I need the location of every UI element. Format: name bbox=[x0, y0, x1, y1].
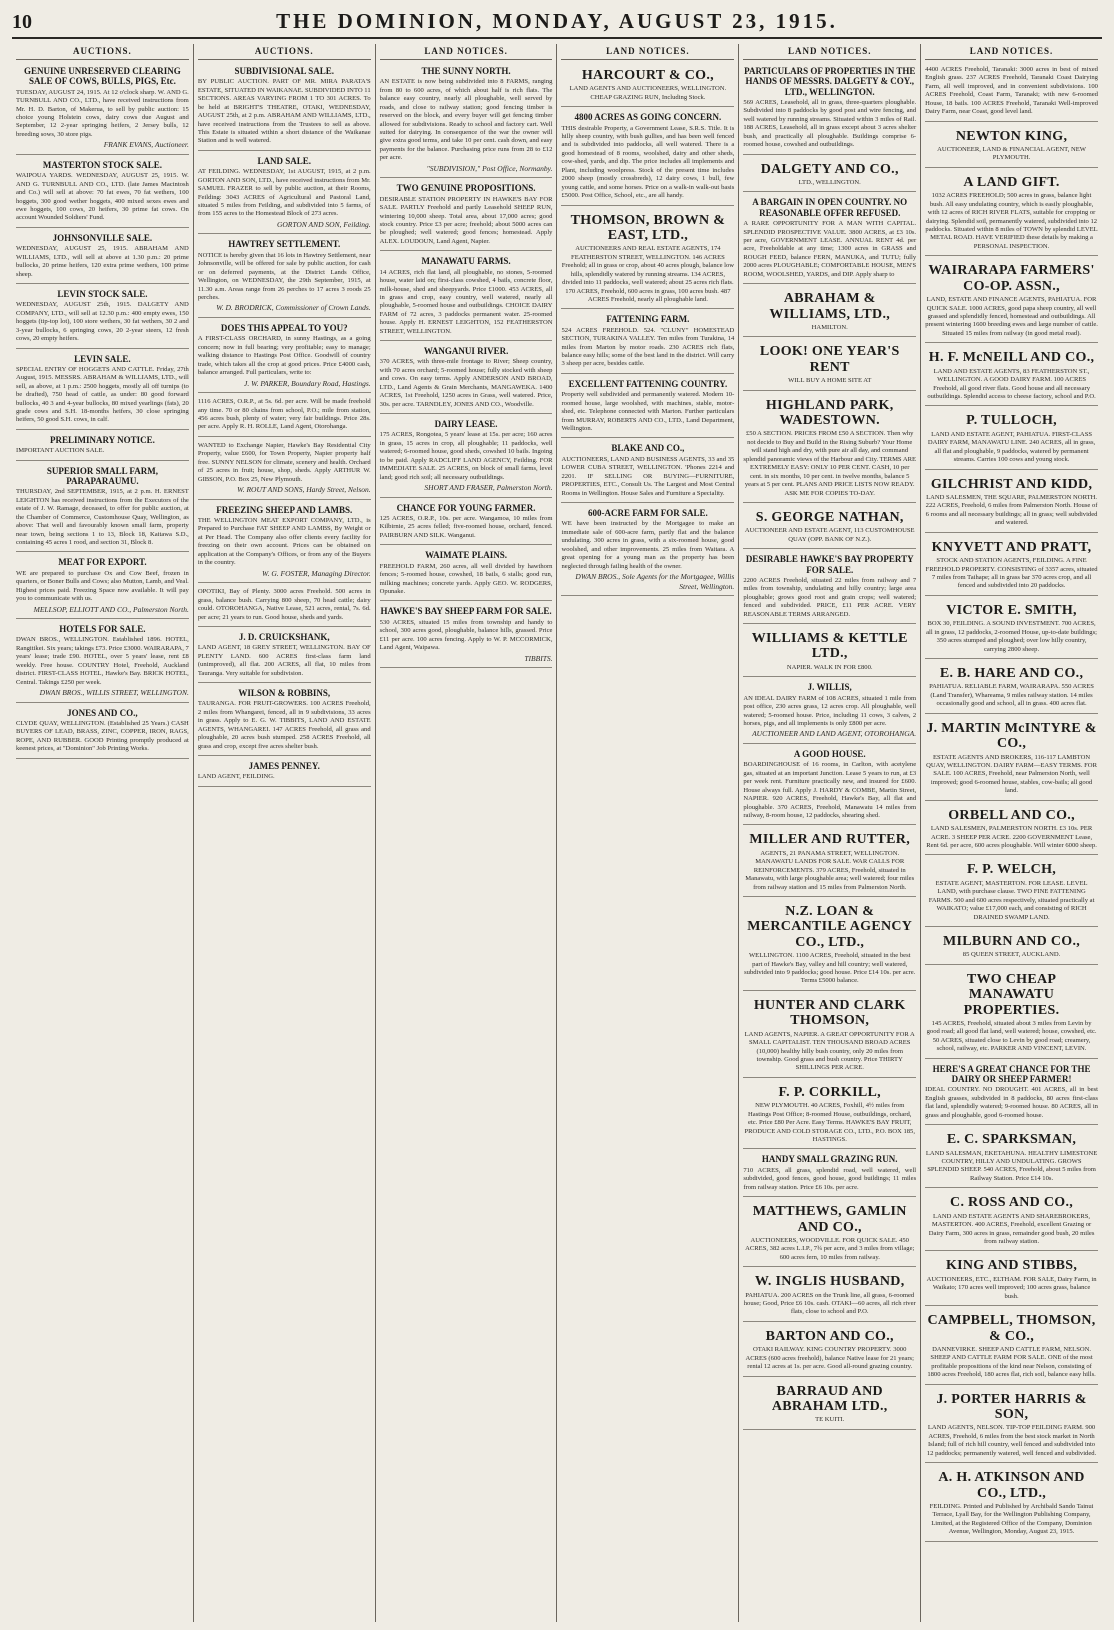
classified-ad bbox=[198, 585, 371, 627]
ad-agent-name: HARCOURT & CO., bbox=[581, 68, 714, 83]
column-heading: AUCTIONS. bbox=[198, 44, 371, 60]
ad-body: £50 A SECTION. PRICES FROM £50 A SECTION. Then why not decide to Buy and Build in the Rising Suburb? Your Home will stand high and dry, with pure air all day, and command splendid panoramic views of the Harbour and City. TERMS ARE EXTREMELY EASY: ONLY 10 PER CENT. CASH, 10 per cent. in six months, 10 per cent. in twelve months, balance 5 years at 5 per cent. PLANS AND PRICE LISTS NOW READY. ASK ME FOR COPIES TO-DAY. bbox=[743, 430, 917, 497]
ad-body: PAHIATUA. RELIABLE FARM, WAIRARAPA. 550 ACRES (Land Transfer), Whareama, 9 miles railway station. 14 miles occasionally good and school, all in grass. 400 acres flat. bbox=[929, 683, 1094, 708]
ad-body: AN ESTATE is now being subdivided into 8 FARMS, ranging from 80 to 600 acres, of which about half is rich flats. The balance easy country, nearly all ploughable, well served by roads, and close to railway station; good fencing timber is reserved on the block, and every buyer will get fencing timber allowed for subdivisions. Ready to school and factory cart. Well suited for dairying. In consequence of the war the owner will give extra good terms, and take 10 per cent. cash down, and easy payments for the balance. Purchasing price runs from 28 to £12 per acre. bbox=[379, 78, 553, 162]
ad-body: ESTATE AGENT, MASTERTON. FOR LEASE. LEVEL LAND, with purchase clause. TWO FINE FATTENING FARMS. 500 and 600 acres respectively, situated practically at WAIKATO; value £17,000 each, and consisting of RICH DRAINED SWAMP LAND. bbox=[928, 879, 1095, 921]
ad-heading: HAWKE'S BAY SHEEP FARM FOR SALE. bbox=[380, 606, 552, 617]
column-heading: LAND NOTICES. bbox=[561, 44, 734, 60]
classified-ad bbox=[198, 395, 371, 437]
ad-body: LAND AND ESTATE AGENTS AND SHAREBROKERS, MASTERTON. 400 ACRES, Freehold, excellent Grazing or Dairy Farm, 300 acres in grass, remainder good bush, 20 miles from railway station. bbox=[928, 1212, 1095, 1245]
ad-body: 530 ACRES, situated 15 miles from township and handy to school, 300 acres good, ploughable, balance hills, grassed. Price £11 per acre. 100 acres fencing. Apply to W. P. MCCORMICK, Land Agent, Waipawa. bbox=[379, 618, 553, 652]
classified-ad bbox=[16, 230, 189, 284]
ad-agent-name: MILLER AND RUTTER, bbox=[749, 832, 911, 848]
ad-heading: A GOOD HOUSE. bbox=[793, 749, 866, 759]
ad-signature: DWAN BROS., WILLIS STREET, WELLINGTON. bbox=[39, 688, 189, 698]
classified-ad bbox=[743, 1199, 916, 1267]
classified-ad bbox=[743, 1269, 916, 1322]
ad-body: ESTATE AGENTS AND BROKERS, 116-117 LAMBTON QUAY, WELLINGTON. DAIRY FARM—EASY TERMS. FOR SALE. 100 ACRES, Freehold, near Palmerston North, well improved; good 6-roomed house, stables, cow-bails; all good land. bbox=[926, 753, 1097, 795]
classified-ad bbox=[925, 803, 1098, 856]
ad-body: BOARDINGHOUSE of 16 rooms, in Carlton, with acetylene gas, situated at an important Junction. Lease 5 years to run, at £3 per week rent. Furniture practically new, and insured for £600. House always full. Apply J. HARDY & COMBE, Martin Street, NAPIER. 920 ACRES, Freehold, Hawke's Bay, all flat and ploughable. 370 ACRES, Freehold, Manawatu 14 miles from railway, 8-room house, 12 paddocks, shearing shed. bbox=[743, 761, 917, 819]
ad-agent-name: LOOK! ONE YEAR'S RENT bbox=[759, 344, 900, 375]
classified-ad bbox=[743, 1379, 916, 1430]
ad-agent-name: TWO CHEAP MANAWATU PROPERTIES. bbox=[963, 971, 1060, 1018]
ad-body: OPOTIKI, Bay of Plenty. 3000 acres Freehold. 500 acres in grass, balance bush. Carrying 800 sheep, 70 head cattle; dairy could. OTOROHANGA, Native Lease, 521 acres, rental, 7s. 6d. per acre; 21 years to run. Good house, sheds and yards. bbox=[197, 588, 371, 621]
ad-body: 175 ACRES, Rongotea, 5 years' lease at 15s. per acre; 160 acres in grass, 15 acres in crop, all ploughable; 11 paddocks, well watered; 6-roomed house, good sheds, cowshed 10 bails. Ingoing to be paid. Apply RADCLIFF LAND AGENCY, Feilding. FOR IMMEDIATE SALE. 25 ACRES, on block of small farms, level land; good rich soil; all necessary outbuildings. bbox=[379, 431, 553, 481]
ad-heading: HANDY SMALL GRAZING RUN. bbox=[761, 1154, 898, 1165]
ad-body: 2200 ACRES Freehold, situated 22 miles from railway and 7 miles from township, undulating and hilly country; large area ploughable; grows good root and grain crops; well watered; fenced and subdivided. PRICE, £11 PER ACRE. VERY REASONABLE TERMS ARRANGED. bbox=[743, 576, 917, 618]
classified-ad bbox=[380, 63, 553, 178]
classified-ad bbox=[925, 598, 1098, 659]
ad-body: LAND SALESMAN, EKETAHUNA. HEALTHY LIMESTONE COUNTRY, HILLY AND UNDULATING. GROWS SPLENDID SHEEP. 540 ACRES, Freehold, about 5 miles from Railway Station. Price £14 10s. bbox=[925, 1149, 1098, 1182]
ad-agent-name: J. PORTER HARRIS & SON, bbox=[936, 1391, 1087, 1423]
ad-signature: W. ROUT AND SONS, Hardy Street, Nelson. bbox=[237, 485, 371, 495]
ad-agent-name: BARRAUD AND ABRAHAM LTD., bbox=[771, 1383, 888, 1414]
ad-body: AGENTS, 21 PANAMA STREET, WELLINGTON. MANAWATU LANDS FOR SALE. WAR CALLS FOR REINFORCEMENTS. 379 ACRES, Freehold, situated in Manawatu, with large ploughable area; well watered; four miles from railway station and 15 miles from Palmerston North. bbox=[745, 849, 915, 891]
classified-ad bbox=[925, 124, 1098, 168]
classified-ad bbox=[925, 1465, 1098, 1542]
ad-agent-name: H. F. McNEILL AND CO., bbox=[928, 350, 1095, 366]
ad-body: LAND AGENTS, NELSON. TIP-TOP FEILDING FARM. 900 ACRES, Freehold, 6 miles from the best stock market in North Island; full of rich hill country, well fenced and subdivided into 12 paddocks; permanently watered, well fenced and subdivided. bbox=[926, 1424, 1097, 1457]
newspaper-column bbox=[376, 44, 558, 1622]
ad-heading: DOES THIS APPEAL TO YOU? bbox=[220, 322, 348, 333]
ad-agent-name: GILCHRIST AND KIDD, bbox=[930, 476, 1093, 492]
column-heading: LAND NOTICES. bbox=[743, 44, 916, 60]
ad-heading: SUBDIVISIONAL SALE. bbox=[234, 66, 335, 76]
ad-heading: J. D. CRUICKSHANK, bbox=[238, 631, 330, 642]
ad-body: DESIRABLE STATION PROPERTY IN HAWKE'S BAY FOR SALE. PARTLY Freehold and partly Leasehold SHEEP RUN, wintering 10,000 sheep. Total area, about 17,000 acres; good stock country. Price £3 per acre; freehold; about 5000 acres can be ploughed; well watered; good fences; homestead. Apply ALEX. LOUDOUN, Land Agent, Napier. bbox=[379, 195, 553, 245]
classified-ad bbox=[743, 1151, 916, 1197]
classified-ad bbox=[198, 502, 371, 584]
ad-agent-name: ABRAHAM & WILLIAMS, LTD., bbox=[769, 291, 891, 322]
ad-body: 569 ACRES, Leasehold, all in grass, three-quarters ploughable. Subdivided into 8 paddocks by good post and wire fencing, and well watered by running streams. Situated within 3 miles of Rail. 188 ACRES, Leasehold, all in grass except about 3 acres shelter bush, and practically all ploughable. Buildings comprise 6-roomed house, cowshed and outbuildings. bbox=[743, 99, 917, 149]
ad-heading: CHANCE FOR YOUNG FARMER. bbox=[396, 502, 536, 513]
columns-container bbox=[12, 44, 1102, 1622]
ad-heading: LEVIN SALE. bbox=[74, 353, 131, 364]
classified-ad bbox=[743, 746, 916, 825]
ad-signature: W. D. BRODRICK, Commissioner of Crown Lands. bbox=[216, 303, 371, 313]
ad-body: LAND SALESMEN, PALMERSTON NORTH. £3 10s. PER ACRE. 3 SHEEP PER ACRE. 2200 GOVERNMENT Lease, Rent 6d. per acre, 600 acres ploughable. Will winter 6000 sheep. bbox=[926, 825, 1097, 849]
ad-body: AN IDEAL DAIRY FARM of 108 ACRES, situated 1 mile from post office, 230 acres grass, 12 acres crop. All ploughable, well watered; 5-roomed house. Price, including 11 cows, 3 calves, 2 horses, pigs, and all implements is only £800 per acre. bbox=[743, 694, 917, 727]
ad-body: TE KUITI. bbox=[815, 1416, 845, 1424]
ad-heading: FATTENING FARM. bbox=[606, 314, 690, 325]
ad-heading: J. WILLIS, bbox=[807, 682, 852, 693]
column-heading: LAND NOTICES. bbox=[925, 44, 1098, 60]
ad-heading: THE SUNNY NORTH. bbox=[421, 66, 511, 76]
ad-agent-name: A. H. ATKINSON AND CO., LTD., bbox=[938, 1470, 1085, 1501]
column-heading: AUCTIONS. bbox=[16, 44, 189, 60]
ad-signature: J. W. PARKER, Boundary Road, Hastings. bbox=[243, 378, 371, 388]
ad-body: 1116 ACRES, O.R.P., at 5s. 6d. per acre. Will be made freehold any time. 70 or 80 chains from school, P.O.; mile from station, 456 acres bush, plenty of water; very fair buildings. Price 28s. per acre. Apply R. H. ROLLE, Land Agent, Otorohanga. bbox=[197, 398, 371, 431]
classified-ad bbox=[925, 1061, 1098, 1125]
classified-ad bbox=[16, 463, 189, 553]
ad-body: WE have been instructed by the Mortgagee to make an immediate sale of 600-acre farm, partly flat and the balance undulating. 300 acres in grass, with a six-roomed house, good woolshed, and other improvements. 25 miles from Waitara. A great opening for a young man as the property has been neglected through failing health of the owner. bbox=[561, 520, 735, 570]
classified-ad bbox=[925, 258, 1098, 343]
classified-ad bbox=[198, 629, 371, 683]
classified-ad bbox=[16, 63, 189, 155]
classified-ad bbox=[16, 554, 189, 619]
ad-body: 4400 ACRES Freehold, Taranaki: 3000 acres in best of mixed English grass. 237 ACRES Freehold, Taranaki Coast Dairying Farm, all well improved, and in convenient subdivisions. 100 ACRES Freehold, Coast Farm, Taranaki; with new 6-roomed House, 18 bails. 100 ACRES Freehold, Taranaki Well-improved Dairy Farm, near Coast, good level land. bbox=[925, 66, 1098, 116]
ad-body: FREEHOLD FARM, 260 acres, all well divided by hawthorn fences; 5-roomed house, cowshed, 18 bails, 6 stalls; good run, milking machines; concrete yards. Apply GEO. W. RODGERS, Opunake. bbox=[379, 562, 553, 595]
classified-ad bbox=[380, 343, 553, 414]
classified-ad bbox=[16, 621, 189, 703]
ad-agent-name: KNYVETT AND PRATT, bbox=[931, 539, 1092, 555]
classified-ad bbox=[16, 286, 189, 349]
classified-ad bbox=[925, 661, 1098, 714]
ad-heading: HERE'S A GREAT CHANCE FOR THE DAIRY OR SHEEP FARMER! bbox=[932, 1063, 1091, 1085]
ad-agent-name: WAIRARAPA FARMERS' CO-OP. ASSN., bbox=[928, 263, 1095, 294]
ad-body: NEW PLYMOUTH. 40 ACRES, Foxhill, 4½ miles from Hastings Post Office; 8-roomed House, outbuildings, orchard, etc. Price £80 Per Acre. Easy Terms. HAWKE'S BAY FRUIT, PRODUCE AND COLD STORAGE CO., LTD., P.O. BOX 185, HASTINGS. bbox=[744, 1102, 915, 1144]
classified-ad bbox=[925, 716, 1098, 801]
ad-body: CLYDE QUAY, WELLINGTON. (Established 25 Years.) CASH BUYERS OF LEAD, BRASS, ZINC, COPPER, IRON, RAGS, ROPE, AND RUBBER. GOOD Printing promptly produced at keenest prices, at "Dominion" Job Printing Works. bbox=[16, 720, 189, 753]
classified-ad bbox=[925, 535, 1098, 596]
ad-body: LAND AND ESTATE AGENTS, 83 FEATHERSTON ST., WELLINGTON. A GOOD DAIRY FARM. 100 ACRES Freehold, all good river flats. Good house and all necessary outbuildings. Splendid access to cheese factory, school and P.O. bbox=[927, 367, 1096, 401]
ad-signature: MELLSOP, ELLIOTT AND CO., Palmerston North. bbox=[33, 604, 189, 614]
classified-ad bbox=[743, 339, 916, 390]
ad-heading: PARTICULARS OF PROPERTIES IN THE HANDS OF MESSRS. DALGETY & COY., LTD., WELLINGTON. bbox=[744, 66, 916, 97]
classified-ad bbox=[743, 157, 916, 193]
ad-agent-name: ORBELL AND CO., bbox=[948, 807, 1075, 823]
ad-body: LAND AND ESTATE AGENT, PAHIATUA. FIRST-CLASS DAIRY FARM, MANAWATU LINE. 240 ACRES, all in grass, all flat and ploughable, 9 paddocks, watered by permanent streams. Carries 100 cows and young stock. bbox=[927, 430, 1096, 464]
ad-body: LAND AGENTS, NAPIER. A GREAT OPPORTUNITY FOR A SMALL CAPITALIST. TEN THOUSAND BROAD ACRES (10,000) healthy hilly bush country, only 20 miles from township. Good grass and bush country. Price THIRTY SHILLINGS PER ACRE. bbox=[744, 1030, 915, 1072]
classified-ad bbox=[16, 157, 189, 228]
classified-ad bbox=[925, 170, 1098, 256]
ad-heading: JOHNSONVILLE SALE. bbox=[52, 232, 153, 243]
ad-body: THE WELLINGTON MEAT EXPORT COMPANY, LTD., is Prepared to Purchase FAT SHEEP AND LAMBS, By Weight or at Per Head. The Company also offer clients every facility for freezing on their own account. Prices can be obtained on application at the Company's Offices, or from any of the Buyers in the country. bbox=[197, 516, 371, 567]
ad-body: 710 ACRES, all grass, splendid road, well watered, well subdivided, good fences, good house, good buildings; 11 miles from railway station. Price £6 10s. per acre. bbox=[743, 1166, 917, 1191]
ad-body: 125 ACRES, O.R.P., 10s. per acre. Wangamoa, 10 miles from Kilbirnie, 25 acres felled; five-roomed house, orchard, fenced. PAIRBURN AND SILK. Wanganui. bbox=[379, 515, 553, 539]
classified-ad bbox=[561, 376, 734, 439]
ad-agent-name: N.Z. LOAN & MERCANTILE AGENCY CO., LTD., bbox=[747, 903, 913, 950]
classified-ad bbox=[198, 236, 371, 318]
ad-body: AUCTIONEERS, ETC., ELTHAM. FOR SALE, Dairy Farm, in Waikato; 170 acres well improved; 100 acres grass, balance bush. bbox=[926, 1275, 1097, 1300]
ad-agent-name: CAMPBELL, THOMSON, & CO., bbox=[927, 1313, 1096, 1344]
ad-heading: MANAWATU FARMS. bbox=[421, 256, 511, 267]
ad-body: LAND AGENTS AND AUCTIONEERS, WELLINGTON. CHEAP GRAZING RUN, Including Stock. bbox=[569, 85, 727, 101]
ad-signature: AUCTIONEER AND LAND AGENT, OTOROHANGA. bbox=[752, 729, 917, 739]
ad-heading: 4800 ACRES AS GOING CONCERN. bbox=[574, 112, 722, 123]
ad-agent-name: MATTHEWS, GAMLIN AND CO., bbox=[752, 1204, 907, 1235]
ad-body: LAND, ESTATE AND FINANCE AGENTS, PAHIATUA. FOR QUICK SALE. 1000 ACRES, good papa sheep country, all well grassed and splendidly fenced, homestead and outbuildings. All present wintering 1600 breeding ewes and large number of cattle. Situated 15 miles from railway (in good metal road). bbox=[925, 296, 1098, 337]
ad-heading: HOTELS FOR SALE. bbox=[59, 624, 146, 635]
classified-ad bbox=[198, 153, 371, 235]
page-number: 10 bbox=[12, 11, 32, 33]
classified-ad bbox=[198, 758, 371, 787]
classified-ad bbox=[925, 1190, 1098, 1251]
classified-ad bbox=[925, 345, 1098, 406]
ad-agent-name: KING AND STIBBS, bbox=[945, 1258, 1078, 1274]
ad-body: FEILDING. Printed and Published by Archibald Sando Tainui Terrace, Lyall Bay, for the Wellington Publishing Company, Limited, at the Registered Office of the Company, Dominion Avenue, Wellington, Monday, August 23, 1915. bbox=[929, 1502, 1094, 1536]
ad-body: 85 QUEEN STREET, AUCKLAND. bbox=[962, 951, 1061, 959]
classified-ad bbox=[743, 194, 916, 284]
classified-ad bbox=[925, 1253, 1098, 1306]
classified-ad bbox=[743, 286, 916, 337]
ad-body: 14 ACRES, rich flat land, all ploughable, no stones, 5-roomed house, water laid on; first-class cowshed, 4 bails, concrete floor, milk-house, shed and sheepyards. Price £1000. 453 ACRES, all in grass and crop, easy country, well watered, nearly all ploughable, 5-roomed house and outbuildings. CHOICE DAIRY FARM of 72 acres, 3 paddocks permanent water. 25-roomed house. Apply H. ERNEST LEIGHTON, 152 FEATHERSTON STREET, WELLINGTON. bbox=[379, 268, 553, 335]
ad-heading: JAMES PENNEY. bbox=[248, 761, 320, 771]
ad-body: 145 ACRES, Freehold, situated about 3 miles from Levin by good road; all good flat land, well watered; house, cowshed, etc. 50 ACRES, situated close to Levin by good road; creamery, school, railway, etc. PARKER AND VINCENT, LEVIN. bbox=[926, 1019, 1097, 1053]
ad-heading: DAIRY LEASE. bbox=[434, 419, 498, 430]
ad-agent-name: HIGHLAND PARK, WADESTOWN. bbox=[765, 397, 894, 429]
ad-body: SPECIAL ENTRY OF HOGGETS AND CATTLE. Friday, 27th August, 1915. MESSRS. ABRAHAM & WILLIAMS, LTD., will sell, as above, at 1 p.m.: 2500 hoggets, mostly all off turnips (to be drafted), 750 head of cattle, as under: 80 good forward bullocks, 40 3 and 4-year bullocks, 80 mixed yearlings (fats), 20 grade cows and S.H. 18-months heifers, 30 close springing heifers, 50 good S.H. cows, in calf. bbox=[16, 365, 189, 424]
classified-ad bbox=[380, 500, 553, 546]
ad-agent-name: F. P. WELCH, bbox=[967, 862, 1057, 878]
ad-agent-name: HUNTER AND CLARK THOMSON, bbox=[753, 997, 906, 1029]
newspaper-column bbox=[12, 44, 194, 1622]
ad-agent-name: DALGETY AND CO., bbox=[760, 161, 899, 177]
ad-agent-name: S. GEORGE NATHAN, bbox=[755, 509, 904, 525]
classified-ad bbox=[743, 63, 916, 155]
ad-heading: WILSON & ROBBINS, bbox=[238, 688, 331, 699]
ad-heading: WAIMATE PLAINS. bbox=[425, 550, 507, 561]
classified-ad bbox=[925, 1387, 1098, 1464]
classified-ad bbox=[743, 993, 916, 1078]
ad-signature: SHORT AND FRASER, Palmerston North. bbox=[424, 483, 553, 493]
ad-agent-name: BARTON AND CO., bbox=[765, 1328, 894, 1344]
ad-heading: BLAKE AND CO., bbox=[611, 443, 685, 454]
ad-heading: 600-ACRE FARM FOR SALE. bbox=[587, 507, 708, 518]
classified-ad bbox=[925, 63, 1098, 122]
ad-body: AUCTIONEERS AND REAL ESTATE AGENTS, 174 FEATHERSTON STREET, WELLINGTON. 146 ACRES Freehold; all in grass or crop, about 40 acres plough, balance low hills, splendidly watered by running streams. 134 ACRES, divided into 11 paddocks, well watered; about 25 acres rich flats. 170 ACRES, Freehold, 600 acres in grass, 100 acres bush. 487 ACRES Freehold, nearly all ploughable land. bbox=[561, 245, 735, 303]
ad-heading: MEAT FOR EXPORT. bbox=[58, 557, 147, 568]
ad-agent-name: THOMSON, BROWN & EAST, LTD., bbox=[570, 212, 726, 243]
masthead bbox=[12, 8, 1102, 39]
ad-signature: "SUBDIVISION," Post Office, Normanby. bbox=[426, 163, 553, 173]
classified-ad bbox=[925, 408, 1098, 469]
ad-body: AUCTIONEER AND ESTATE AGENT, 113 CUSTOMHOUSE QUAY (OPP. BANK OF N.Z.). bbox=[744, 527, 915, 543]
ad-signature: GORTON AND SON, Feilding. bbox=[276, 219, 371, 229]
classified-ad bbox=[380, 603, 553, 668]
classified-ad bbox=[743, 827, 916, 897]
ad-body: THIS desirable Property, a Government Lease, S.R.S. Title. It is hilly sheep country, with bush gullies, and has been well fenced and is subdivided into paddocks, all well watered. There is a good homestead of 8 rooms, woolshed, dairy and other sheds, cow-shed, yards, and dip. The price includes all implements and Plant, including woolpress. Stock of the present time includes 2000 sheep (mostly crossbreds), 12 dairy cows, 1 bull, few young cattle, and some horses. Price on a walk-in walk-out basis £5000. Post Office, School, etc., are all handy. bbox=[561, 124, 735, 200]
column-heading: LAND NOTICES. bbox=[380, 44, 553, 60]
classified-ad bbox=[925, 1308, 1098, 1385]
classified-ad bbox=[16, 351, 189, 430]
ad-agent-name: P. TULLOCH, bbox=[966, 413, 1057, 429]
ad-heading: WANGANUI RIVER. bbox=[423, 346, 509, 357]
classified-ad bbox=[561, 208, 734, 310]
classified-ad bbox=[743, 899, 916, 991]
classified-ad bbox=[198, 439, 371, 500]
ad-heading: MASTERTON STOCK SALE. bbox=[42, 159, 162, 170]
ad-agent-name: E. B. HARE AND CO., bbox=[939, 666, 1084, 682]
ad-body: STOCK AND STATION AGENTS, FEILDING. A FINE FREEHOLD PROPERTY. CONSISTING of 3357 acres, situated 7 miles from Taihape; all in grass bar 370 acres crop, and all fenced and subdivided into 20 paddocks. bbox=[925, 557, 1098, 590]
classified-ad bbox=[16, 432, 189, 461]
ad-body: 524 ACRES FREEHOLD. 524. "CLUNY" HOMESTEAD SECTION, TURAKINA VALLEY. Ten miles from Turakina, 14 miles from Marton by motor roads. 230 ACRES rich flats, balance easy hills; some of the best land in the district. Will carry 3 sheep per acre, besides cattle. bbox=[561, 326, 735, 368]
ad-signature: TIBBITS. bbox=[524, 653, 553, 663]
ad-body: LAND AGENT, FEILDING. bbox=[197, 773, 275, 781]
classified-ad bbox=[561, 311, 734, 374]
newspaper-column bbox=[739, 44, 921, 1622]
ad-body: WILL BUY A HOME SITE AT bbox=[788, 377, 872, 385]
ad-heading: PRELIMINARY NOTICE. bbox=[49, 434, 155, 445]
ad-heading: LEVIN STOCK SALE. bbox=[57, 288, 148, 299]
ad-body: AT FEILDING. WEDNESDAY, 1st AUGUST, 1915, at 2 p.m. GORTON AND SON, LTD., have received instructions from Mr. SAMUEL FRAZER to sell by public auction, at their Rooms, Feilding: 3043 ACRES of Agricultural and Pastoral Land, situated 5 miles from Feilding, and subdivided into 5 farms, of from 155 acres to the Homestead Block of 273 acres. bbox=[197, 168, 371, 218]
ad-body: NAPIER. WALK IN FOR £800. bbox=[786, 663, 873, 671]
ad-body: DANNEVIRKE. SHEEP AND CATTLE FARM, NELSON. SHEEP AND CATTLE FARM FOR SALE. ONE of the most profitable propositions of the kind near Nelson, consisting of 1800 acres Freehold, 180 acres flat, rich soil, balance easy hills. bbox=[927, 1345, 1096, 1379]
newspaper-column bbox=[194, 44, 376, 1622]
ad-body: BY PUBLIC AUCTION. PART OF MR. MIRA PARATA'S ESTATE, SITUATED IN WAIKANAE. SUBDIVIDED INTO 11 SECTIONS. AREAS VARYING FROM 1 TO 301 ACRES. To be held at BRIGHT'S THEATRE, OTAKI, WEDNESDAY, AUGUST 25th, at 2 p.m. ABRAHAM AND WILLIAMS, LTD., have received instructions from the Trustees to sell as above. This Estate is situated within a short distance of the Waikanae Station and is well watered. bbox=[197, 78, 371, 145]
ad-agent-name: F. P. CORKILL, bbox=[778, 1084, 881, 1100]
classified-ad bbox=[198, 320, 371, 393]
ad-signature: FRANK EVANS, Auctioneer. bbox=[103, 140, 189, 150]
classified-ad bbox=[925, 967, 1098, 1059]
classified-ad bbox=[380, 547, 553, 601]
classified-ad bbox=[380, 416, 553, 498]
ad-body: HAMILTON. bbox=[811, 324, 848, 332]
ad-body: A FIRST-CLASS ORCHARD, in sunny Hastings, as a going concern; now in full bearing; very profitable; easy to manage; walking distance to Hastings Post Office. Goodwill of country trade, which takes all the crop at good prices. Price £4000 cash, balance arranged. Full particulars, write to: bbox=[197, 335, 371, 377]
ad-body: THURSDAY, 2nd SEPTEMBER, 1915, at 2 p.m. H. ERNEST LEIGHTON has received instructions from the Executors of the estate of J. W. Ramage, deceased, to offer for public auction, at the Chamber of Commerce, Customhouse Quay, Wellington, as above: That well and favourably known small farm, property near town, being sections 1 to 13, Block 18, Kaitawa S.D., containing 45 acres 1 rood, and section 31, Block 8. bbox=[16, 488, 189, 546]
ad-agent-name: WILLIAMS & KETTLE LTD., bbox=[751, 631, 908, 662]
classified-ad bbox=[925, 929, 1098, 965]
ad-body: AUCTIONEERS, LAND AND BUSINESS AGENTS, 33 and 35 LOWER CUBA STREET, WELLINGTON. 'Phones 2214 and 2201. IF SELLING OR BUYING—FURNITURE, PROPERTIES, ETC., Consult Us. The Largest and Most Central Rooms in Wellington. House Sales and Furniture a Speciality. bbox=[561, 455, 735, 497]
ad-body: IDEAL COUNTRY. NO DROUGHT. 401 ACRES, all in best English grasses, subdivided in 8 paddocks, 80 acres first-class flat land, splendidly watered; 9-roomed house. 80 ACRES, all in grass and ploughable, good 6-roomed house. bbox=[925, 1086, 1098, 1119]
ad-signature: W. G. FOSTER, Managing Director. bbox=[262, 568, 371, 578]
ad-heading: TWO GENUINE PROPOSITIONS. bbox=[396, 183, 536, 194]
classified-ad bbox=[743, 679, 916, 744]
ad-body: 1032 ACRES FREEHOLD; 500 acres in grass, balance light bush. All easy undulating country, which is easily ploughable, with 12 acres of RICH RIVER FLATS, suitable for cropping or dairying. Splendid soil, permanently watered, subdivided into 12 paddocks. Situated within 8 miles of TOWN by splendid LEVEL METAL ROAD. HAVE VERIFIED these details by making a PERSONAL INSPECTION. bbox=[925, 192, 1098, 250]
ad-agent-name: NEWTON KING, bbox=[955, 128, 1068, 144]
ad-body: WEDNESDAY, AUGUST 25, 1915. ABRAHAM AND WILLIAMS, LTD., will sell at above at 1.30 p.m.: 20 prime bullocks, 20 prime heifers, 120 extra prime wethers, 100 prime sheep. bbox=[16, 245, 189, 278]
ad-heading: GENUINE UNRESERVED CLEARING SALE OF COWS, BULLS, PIGS, Etc. bbox=[24, 66, 181, 87]
ad-body: TUESDAY, AUGUST 24, 1915. At 12 o'clock sharp. W. AND G. TURNBULL AND CO., LTD., have received instructions from Mr. H. D. Barton, of Makerua, to sell by public auction: 15 choice young Holstein cows, dairy cows due August and September, 12 2-year springing heifers, 2 Jersey bulls, 12 breeding sows, 30 store pigs. bbox=[16, 88, 189, 138]
classified-ad bbox=[380, 180, 553, 251]
ad-body: Property well subdivided and permanently watered. Modern 10-roomed house, large woolshed, with machines, stable, motor-shed, etc. Telephone connected with Marton. Further particulars from MURRAY, ROBERTS AND CO., LTD., Land Department, Wellington. bbox=[561, 391, 735, 433]
classified-ad bbox=[561, 440, 734, 503]
ad-agent-name: C. ROSS AND CO., bbox=[950, 1195, 1074, 1211]
classified-ad bbox=[561, 505, 734, 596]
ad-body: WELLINGTON. 1100 ACRES, Freehold, situated in the best part of Hawke's Bay, valley and hill country; well watered, subdivided into 9 paddocks; good house. Price £14 10s. per acre. Terms £5000 balance. bbox=[744, 952, 916, 985]
classified-ad bbox=[380, 253, 553, 341]
ad-body: AUCTIONEER, LAND & FINANCIAL AGENT, NEW PLYMOUTH. bbox=[937, 146, 1086, 162]
ad-body: WANTED to Exchange Napier, Hawke's Bay Residential City Property, value £600, for Town Property, Napier property half free. SUNNY NELSON for climate, scenery and health. Orchard of 25 acres in fruit; house, shop, sheds. Apply ARTHUR W. GIBSON, P.O. Box 25, New Plymouth. bbox=[197, 441, 371, 483]
ad-heading: LAND SALE. bbox=[257, 155, 311, 166]
classified-ad bbox=[198, 63, 371, 151]
ad-body: 370 ACRES, with three-mile frontage to River; Sheep country, with 70 acres orchard; 5-roomed house; fully stocked with sheep and cows. On easy terms. Apply ANDERSON AND BROAD, LTD., Land Agents & Grain Merchants, MANGAWEKA. 1400 ACRES, 1st Freehold, 1250 acres in Grass, well watered. Price, 30s. per acre. TARNDLEY, JONES AND CO., Woodville. bbox=[379, 358, 553, 408]
ad-heading: A BARGAIN IN OPEN COUNTRY. NO REASONABLE OFFER REFUSED. bbox=[752, 197, 908, 218]
classified-ad bbox=[743, 505, 916, 549]
newspaper-column bbox=[921, 44, 1102, 1622]
ad-heading: DESIRABLE HAWKE'S BAY PROPERTY FOR SALE. bbox=[745, 554, 914, 575]
classified-ad bbox=[743, 393, 916, 503]
classified-ad bbox=[925, 857, 1098, 927]
ad-heading: FREEZING SHEEP AND LAMBS. bbox=[216, 504, 353, 515]
newspaper-column bbox=[557, 44, 739, 1622]
ad-heading: HAWTREY SETTLEMENT. bbox=[228, 239, 341, 250]
ad-body: NOTICE is hereby given that 16 lots in Hawtrey Settlement, near Johnsonville, will be offered for sale by public auction, for cash or on deferred payments, at the District Lands Office, Wellington, on WEDNESDAY, the 29th September, 1915, at 11.30 a.m. Areas range from 26 perches to 17 acres 3 roods 25 perches. bbox=[197, 251, 371, 301]
ad-body: WAIPOUA YARDS. WEDNESDAY, AUGUST 25, 1915. W. AND G. TURNBULL AND CO., LTD. (late James Macintosh and Co.) will sell at above: 70 fat ewes, 70 fat wethers, 100 hoggets, 300 good wether hoggets, 400 mixed sexes ewes and ewe hoggets, 100 cows, 20 heifers, 30 prime fat cows. On account Wounded Soldiers' Fund. bbox=[16, 172, 189, 222]
classified-ad bbox=[198, 685, 371, 756]
ad-body: AUCTIONEERS, WOODVILLE. FOR QUICK SALE. 450 ACRES, 382 acres L.I.P., 7¾ per acre, and 3 miles from village; 600 acres fern, 10 miles from railway. bbox=[745, 1236, 915, 1261]
ad-body: OTAKI RAILWAY. KING COUNTRY PROPERTY. 3000 ACRES (600 acres freehold), balance Native lease for 21 years; rental 12 acres at 1s. per acre. Good all-round grazing country. bbox=[745, 1346, 914, 1371]
ad-agent-name: A LAND GIFT. bbox=[963, 174, 1060, 190]
classified-ad bbox=[561, 109, 734, 205]
ad-body: WEDNESDAY, AUGUST 25th, 1915. DALGETY AND COMPANY, LTD., will sell at 12.30 p.m.: 400 empty ewes, 150 hoggets (tip-top lot), 100 store wethers, 30 fat wethers, 30 2 and 3-year bullocks, 6 springing cows, 20 2-year steers, 12 fresh cows, 20 empty heifers. bbox=[16, 301, 189, 343]
newspaper-title: THE DOMINION, MONDAY, AUGUST 23, 1915. bbox=[276, 9, 838, 33]
ad-agent-name: MILBURN AND CO., bbox=[943, 933, 1081, 949]
ad-agent-name: E. C. SPARKSMAN, bbox=[946, 1132, 1077, 1148]
ad-body: TAURANGA. FOR FRUIT-GROWERS. 100 ACRES Freehold, 2 miles from Whangarei, fenced, all in 9 subdivisions, 33 acres in grass. Apply to E. G. W. TIBBITS, LAND AND ESTATE AGENTS, WHANGAREI. 147 ACRES Freehold, all grass and ploughable, 20 acres bush stumped. 258 ACRES Freehold, all grass and crop, except five acres shelter bush. bbox=[197, 700, 371, 750]
ad-body: WE are prepared to purchase Ox and Cow Beef, frozen in quarters, or Boner Bulls and Cows; also Mutton, Lamb, and Veal. Highest prices paid. Freezing Space now available. It will pay you to communicate with us. bbox=[16, 569, 189, 603]
ad-agent-name: VICTOR E. SMITH, bbox=[946, 602, 1077, 618]
ad-body: LAND SALESMEN, THE SQUARE, PALMERSTON NORTH. 222 ACRES, Freehold, 6 miles from Palmerston North. House of 6 rooms and all necessary buildings; all in grass; well subdivided and watered. bbox=[925, 493, 1098, 527]
classified-ad bbox=[743, 1080, 916, 1150]
ad-agent-name: J. MARTIN McINTYRE & CO., bbox=[926, 720, 1097, 752]
ad-body: PAHIATUA. 200 ACRES on the Trunk line, all grass, 6-roomed house; Good, Price £6 10s. cash. OTAKI—60 acres, all rich river flats, close to school and P.O. bbox=[743, 1291, 916, 1316]
ad-body: LAND AGENT, 18 GREY STREET, WELLINGTON. BAY OF PLENTY LAND. 600 ACRES first-class farm land (unimproved), all flat. 200 ACRES, all flat, 10 miles from Tauranga. Very suitable for subdivision. bbox=[197, 644, 371, 677]
classified-ad bbox=[743, 551, 916, 624]
ad-signature: DWAN BROS., Sole Agents for the Mortgagee, Willis Street, Wellington. bbox=[575, 571, 735, 591]
ad-agent-name: W. INGLIS HUSBAND, bbox=[754, 1274, 905, 1290]
classified-ad bbox=[925, 1127, 1098, 1188]
ad-body: A RARE OPPORTUNITY FOR A MAN WITH CAPITAL. SPLENDID PROSPECTIVE VALUE. 3800 ACRES, at £3 10s. per acre, GOVERNMENT LEASE. ANNUAL RENT 4d. per acre, Freeholdable at any time; 1300 acres in GRASS and ROUGH FEED, balance FERN, MANUKA, and TUTU; fully 2000 acres PLOUGHABLE; COMFORTABLE HOUSE, MEN'S ROOM, WOOLSHED, YARDS, and DIP. Apply sharp to bbox=[743, 220, 917, 278]
ad-heading: SUPERIOR SMALL FARM, PARAPARAUMU. bbox=[46, 465, 158, 487]
ad-heading: JONES AND CO., bbox=[67, 707, 138, 718]
ad-heading: EXCELLENT FATTENING COUNTRY. bbox=[568, 378, 728, 389]
classified-ad bbox=[743, 626, 916, 677]
classified-ad bbox=[743, 1324, 916, 1377]
classified-ad bbox=[561, 63, 734, 107]
ad-body: IMPORTANT AUCTION SALE. bbox=[16, 447, 105, 455]
ad-body: BOX 30, FEILDING. A SOUND INVESTMENT. 700 ACRES, all in grass, 12 paddocks, 2-roomed House, up-to-date buildings; 350 acres stumped and ploughed; over low hilly country, carrying 2800 sheep. bbox=[926, 620, 1097, 653]
classified-ad bbox=[16, 705, 189, 759]
ad-body: LTD., WELLINGTON. bbox=[798, 179, 861, 187]
ad-body: DWAN BROS., WELLINGTON. Established 1896. HOTEL, Rangitikei. Six years; takings £73. Price £3000. WAIRARAPA, 7 years' lease; trade £90. HOTEL, over 5 years' lease, rent £8 weekly. Free house. COUNTRY Hotel, Freehold, Auckland district. FIRST-CLASS HOTEL, Hawke's Bay. BRICK HOTEL, Central. Takings £250 per week. bbox=[16, 636, 189, 686]
classified-ad bbox=[925, 472, 1098, 533]
